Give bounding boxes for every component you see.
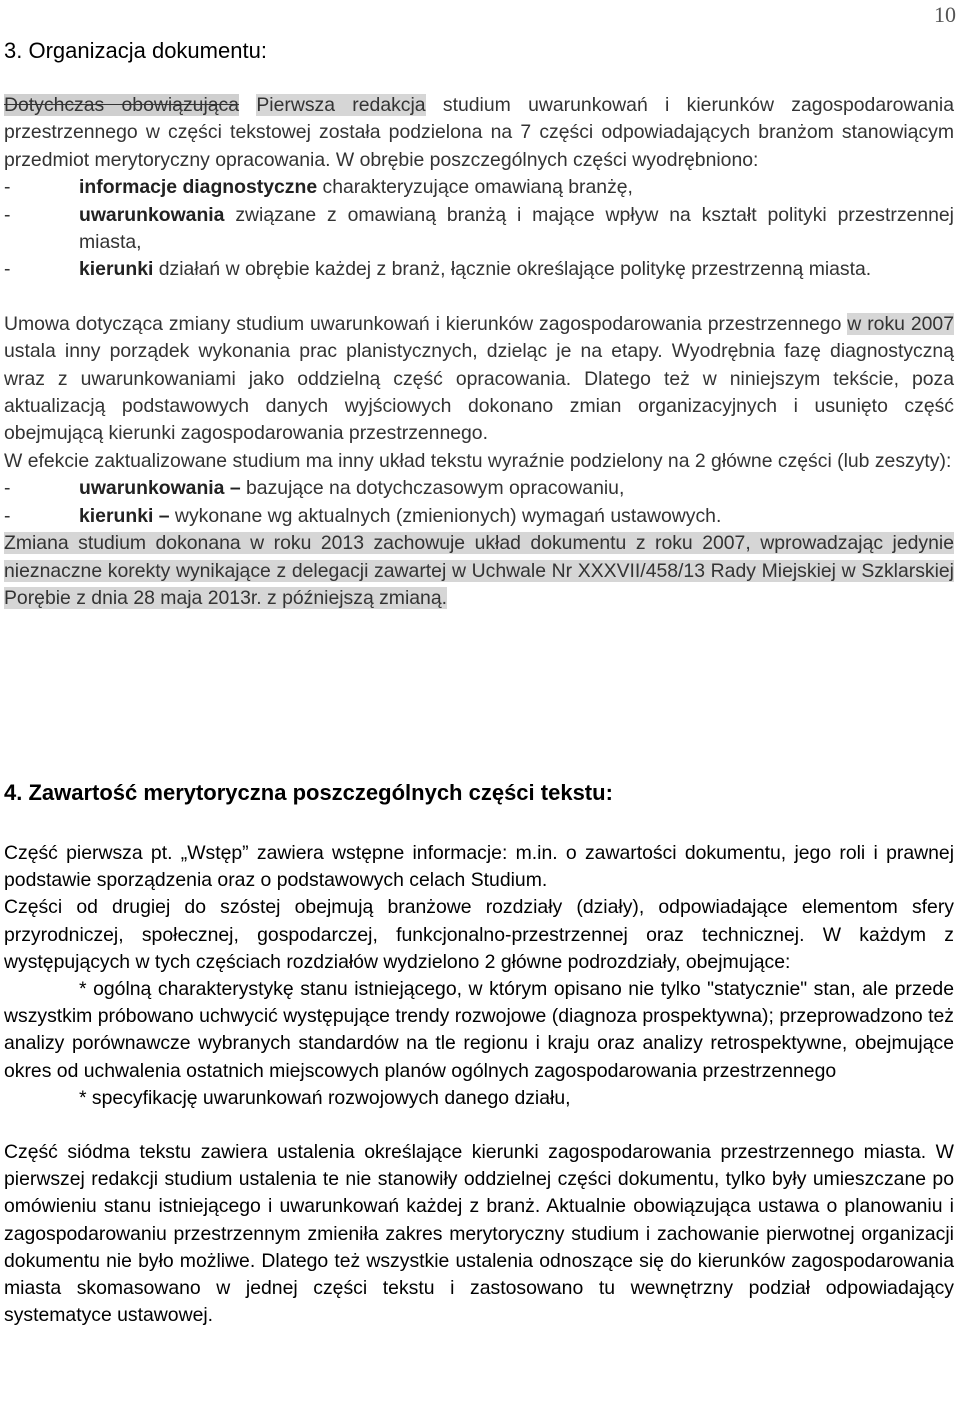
section-4-heading: 4. Zawartość merytoryczna poszczególnych części tekstu: xyxy=(4,780,613,805)
section-4-paragraph-5: Część siódma tekstu zawiera ustalenia określające kierunki zagospodarowania przestrzennego miasta. W pierwszej redakcji studium ustalenia te nie stanowiły oddzielnej części dokumentu, tylko były umieszczane po omówieniu stanu istniejącego i uwarunkowań każdej z branż. Aktualnie obowiązująca ustawa o planowaniu i zagospodarowaniu przestrzennym zmieniła zakres merytoryczny studium i zachowanie pierwotnej organizacji dokumentu nie było możliwe. Dlatego też wszystkie ustalenia odnoszące się do kierunków zagospodarowania miasta skomasowano w jednej części tekstu i zastosowano tu wewnętrzny podział odpowiadający systematyce ustawowej. xyxy=(4,1141,954,1327)
list-item xyxy=(4,174,954,201)
list-item-term: kierunki – xyxy=(79,504,170,527)
list-item-text: działań w obrębie każdej z branż, łącznie określające politykę przestrzenną miasta. xyxy=(153,258,872,281)
paragraph-text: ustala inny porządek wykonania prac planistycznych, dzieląc je na etapy. Wyodrębnia fazę diagnostyczną wraz z uwarunkowaniami jako oddzielną część opracowania. Dlatego też w niniejszym tekście, poza aktualizacją podstawowych danych wyjściowych dokonano zmian organizacyjnych i usunięto część obejmującą kierunki zagospodarowania przestrzennego. xyxy=(4,340,954,445)
list-item-text: bazujące na dotychczasowym opracowaniu, xyxy=(240,477,625,500)
highlighted-text: Pierwsza redakcja xyxy=(256,94,426,116)
list-item-term: kierunki xyxy=(79,258,154,281)
section-4-paragraph-2: Części od drugiej do szóstej obejmują branżowe rozdziały (działy), odpowiadające elementom sfery przyrodniczej, społecznej, gospodarczej, funkcjonalno-przestrzennej oraz technicznej. W każdym z występujących w tych częściach rozdziałów wydzielono 2 główne podrozdziały, obejmujące: xyxy=(4,896,954,973)
list-item xyxy=(4,202,954,257)
section-3-paragraph-3: W efekcie zaktualizowane studium ma inny układ tekstu wyraźnie podzielony na 2 główne części (lub zeszyty): xyxy=(4,449,952,472)
list-item-text: charakteryzujące omawianą branżę, xyxy=(317,176,633,199)
struck-text: Dotychczas obowiązująca xyxy=(4,94,240,116)
list-item-term: informacje diagnostyczne xyxy=(79,176,318,199)
list-item-text: związane z omawianą branżą i mające wpływ na kształt polityki przestrzennej miasta, xyxy=(79,203,954,254)
highlighted-text: Zmiana studium dokonana w roku 2013 zachowuje układ dokumentu z roku 2007, wprowadzając jedynie nieznaczne korekty wynikające z delegacji zawartej w Uchwale Nr XXXVII/458/13 Rady Miejskiej w Szklarskiej Porębie z dnia 28 maja 2013r. z późniejszą zmianą. xyxy=(4,532,954,609)
spacer xyxy=(4,1112,954,1139)
list-dash: - xyxy=(4,176,11,199)
list-item xyxy=(4,503,954,530)
highlighted-text: w roku 2007 xyxy=(847,312,954,335)
section-4-paragraph-3 xyxy=(4,976,954,1085)
section-4-body xyxy=(4,840,954,1329)
paragraph-text: studium uwarunkowań i kierunków zagospodarowania przestrzennego w części tekstowej została podzielona na 7 części odpowiadających branżom stanowiącym przedmiot merytoryczny opracowania. W obrębie poszczególnych części wyodrębniono: xyxy=(4,94,955,171)
section-3-heading: 3. Organizacja dokumentu: xyxy=(4,38,267,63)
section-4-paragraph-4: * specyfikację uwarunkowań rozwojowych danego działu, xyxy=(79,1086,571,1109)
list-item-text: wykonane wg aktualnych (zmienionych) wymagań ustawowych. xyxy=(169,504,722,527)
paragraph-text: Umowa dotycząca zmiany studium uwarunkowań i kierunków zagospodarowania przestrzennego xyxy=(4,312,848,335)
section-3-paragraph-4 xyxy=(4,530,954,612)
list-dash: - xyxy=(4,203,11,226)
list-item-term: uwarunkowania – xyxy=(79,477,241,500)
section-3-body xyxy=(4,92,954,612)
paragraph-text: * ogólną charakterystykę stanu istniejącego, w którym opisano nie tylko "statycznie" stan, ale przede wszystkim próbowano uchwycić występujące trendy rozwojowe (diagnoza prospektywna); przeprowadzono też analizy porównawcze wybranych standardów na tle regionu i kraju oraz analizy retrospektywne, obejmujące okres od uchwalenia ostatnich miejscowych planów ogólnych zagospodarowania przestrzennego xyxy=(4,978,954,1082)
list-item xyxy=(4,475,954,502)
section-4-paragraph-1: Część pierwsza pt. „Wstęp” zawiera wstępne informacje: m.in. o zawartości dokumentu, jego roli i prawnej podstawie sporządzenia oraz o podstawowych celach Studium. xyxy=(4,842,954,892)
list-item-term: uwarunkowania xyxy=(79,203,225,226)
list-dash: - xyxy=(4,504,11,527)
section-3-paragraph-2 xyxy=(4,311,954,448)
list-item xyxy=(4,256,954,283)
spacer xyxy=(4,284,954,311)
list-dash: - xyxy=(4,477,11,500)
list-dash: - xyxy=(4,258,11,281)
section-3-paragraph-1 xyxy=(4,92,954,174)
page-number: 10 xyxy=(934,2,956,27)
